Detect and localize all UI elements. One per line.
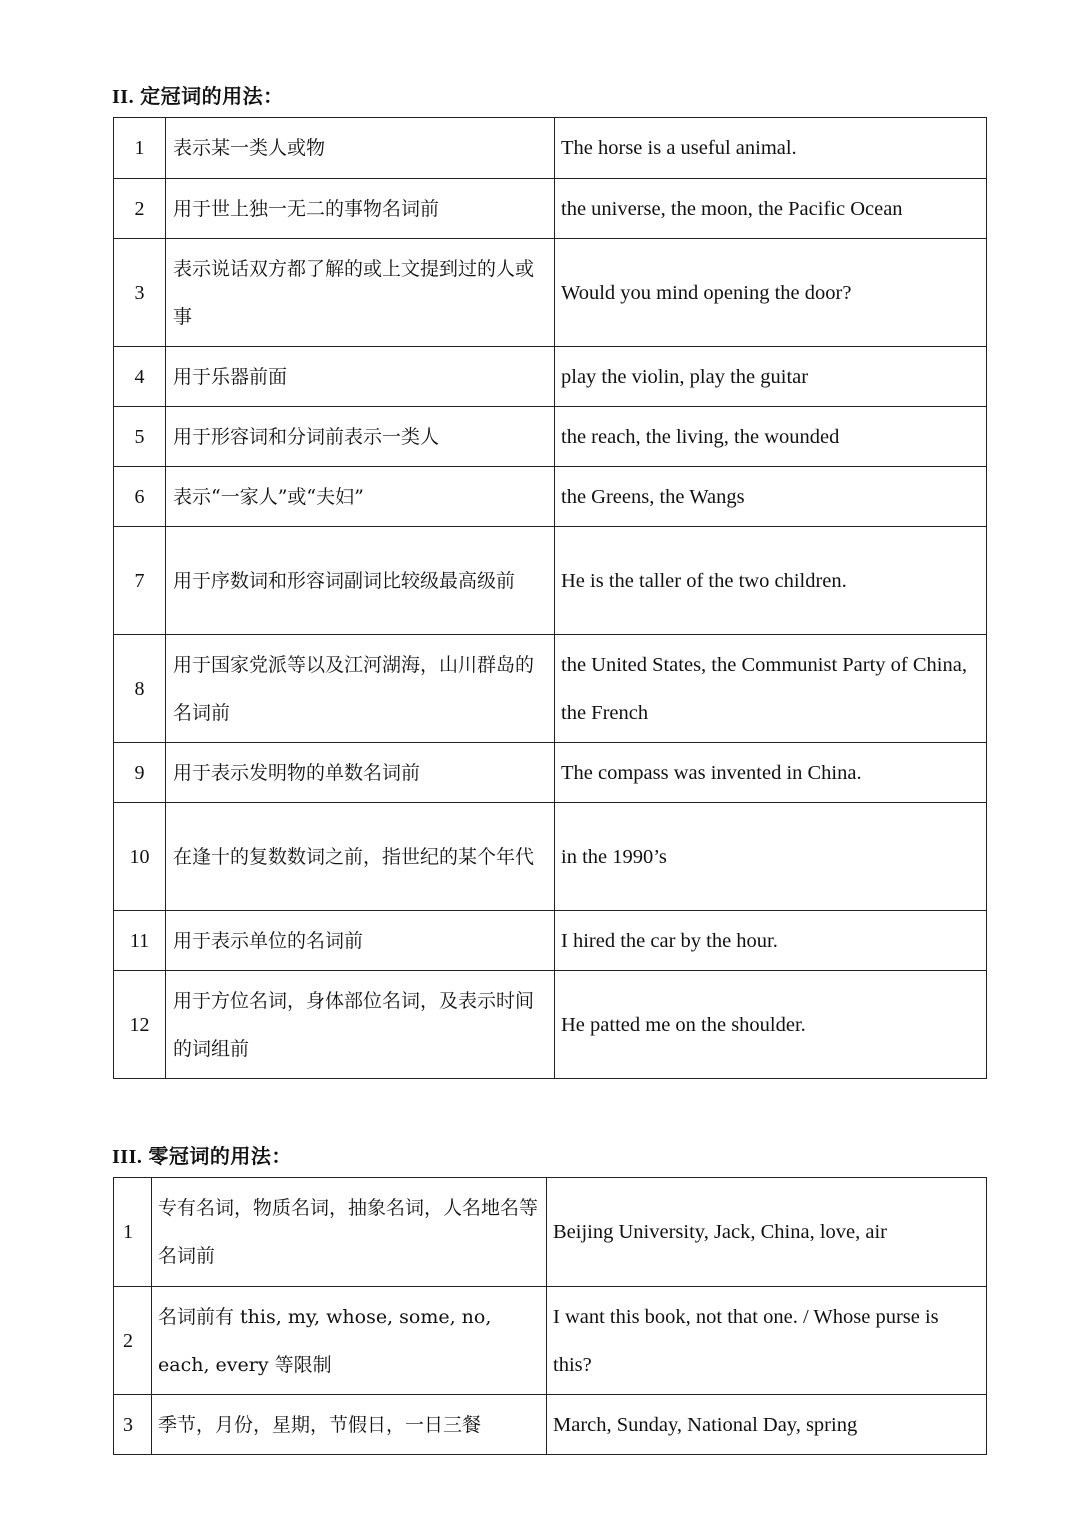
table-row xyxy=(114,239,987,347)
row-number: 1 xyxy=(114,118,166,179)
section-3-roman: III. xyxy=(112,1146,143,1168)
usage-example: play the violin, play the guitar xyxy=(555,347,987,407)
usage-description: 用于形容词和分词前表示一类人 xyxy=(166,407,555,467)
usage-example: the reach, the living, the wounded xyxy=(555,407,987,467)
usage-description: 用于乐器前面 xyxy=(166,347,555,407)
usage-example: the Greens, the Wangs xyxy=(555,467,987,527)
section-3-title: 零冠词的用法： xyxy=(148,1144,292,1168)
usage-description: 在逢十的复数数词之前，指世纪的某个年代 xyxy=(166,803,555,911)
table-row xyxy=(114,347,987,407)
row-number: 8 xyxy=(114,635,166,743)
usage-description: 表示“一家人”或“夫妇” xyxy=(166,467,555,527)
usage-description: 用于表示发明物的单数名词前 xyxy=(166,743,555,803)
usage-description: 用于世上独一无二的事物名词前 xyxy=(166,179,555,239)
table-row xyxy=(114,1395,987,1455)
table-row xyxy=(114,467,987,527)
row-number: 4 xyxy=(114,347,166,407)
zero-article-table xyxy=(113,1177,987,1455)
usage-example: in the 1990’s xyxy=(555,803,987,911)
table-row xyxy=(114,179,987,239)
table-row xyxy=(114,911,987,971)
usage-description: 名词前有 this, my, whose, some, no, each, every 等限制 xyxy=(152,1287,547,1395)
row-number: 7 xyxy=(114,527,166,635)
row-number: 2 xyxy=(114,179,166,239)
row-number: 3 xyxy=(114,1395,152,1455)
usage-example: Beijing University, Jack, China, love, air xyxy=(547,1178,987,1287)
table-row xyxy=(114,971,987,1079)
usage-example: I hired the car by the hour. xyxy=(555,911,987,971)
usage-description: 季节，月份，星期，节假日，一日三餐 xyxy=(152,1395,547,1455)
usage-example: the United States, the Communist Party of China, the French xyxy=(555,635,987,743)
usage-description: 表示某一类人或物 xyxy=(166,118,555,179)
usage-description: 表示说话双方都了解的或上文提到过的人或事 xyxy=(166,239,555,347)
usage-example: Would you mind opening the door? xyxy=(555,239,987,347)
usage-description: 用于方位名词，身体部位名词，及表示时间的词组前 xyxy=(166,971,555,1079)
usage-description: 用于表示单位的名词前 xyxy=(166,911,555,971)
table-row xyxy=(114,743,987,803)
table-row xyxy=(114,1178,987,1287)
usage-description: 用于序数词和形容词副词比较级最高级前 xyxy=(166,527,555,635)
table-row xyxy=(114,527,987,635)
table-row xyxy=(114,635,987,743)
section-2-roman: II. xyxy=(112,86,135,108)
usage-description: 用于国家党派等以及江河湖海，山川群岛的名词前 xyxy=(166,635,555,743)
table-row xyxy=(114,803,987,911)
table-row xyxy=(114,118,987,179)
usage-example: The compass was invented in China. xyxy=(555,743,987,803)
section-3-heading xyxy=(112,1140,292,1169)
table-row xyxy=(114,407,987,467)
usage-example: He is the taller of the two children. xyxy=(555,527,987,635)
row-number: 3 xyxy=(114,239,166,347)
definite-article-table xyxy=(113,117,987,1079)
usage-example: the universe, the moon, the Pacific Ocean xyxy=(555,179,987,239)
section-2-heading xyxy=(112,80,284,109)
row-number: 6 xyxy=(114,467,166,527)
usage-example: March, Sunday, National Day, spring xyxy=(547,1395,987,1455)
usage-example: He patted me on the shoulder. xyxy=(555,971,987,1079)
row-number: 10 xyxy=(114,803,166,911)
usage-description: 专有名词，物质名词，抽象名词，人名地名等名词前 xyxy=(152,1178,547,1287)
row-number: 12 xyxy=(114,971,166,1079)
row-number: 1 xyxy=(114,1178,152,1287)
table-row xyxy=(114,1287,987,1395)
usage-example: The horse is a useful animal. xyxy=(555,118,987,179)
row-number: 9 xyxy=(114,743,166,803)
row-number: 2 xyxy=(114,1287,152,1395)
row-number: 5 xyxy=(114,407,166,467)
section-2-title: 定冠词的用法： xyxy=(140,84,284,108)
usage-example: I want this book, not that one. / Whose purse is this? xyxy=(547,1287,987,1395)
row-number: 11 xyxy=(114,911,166,971)
